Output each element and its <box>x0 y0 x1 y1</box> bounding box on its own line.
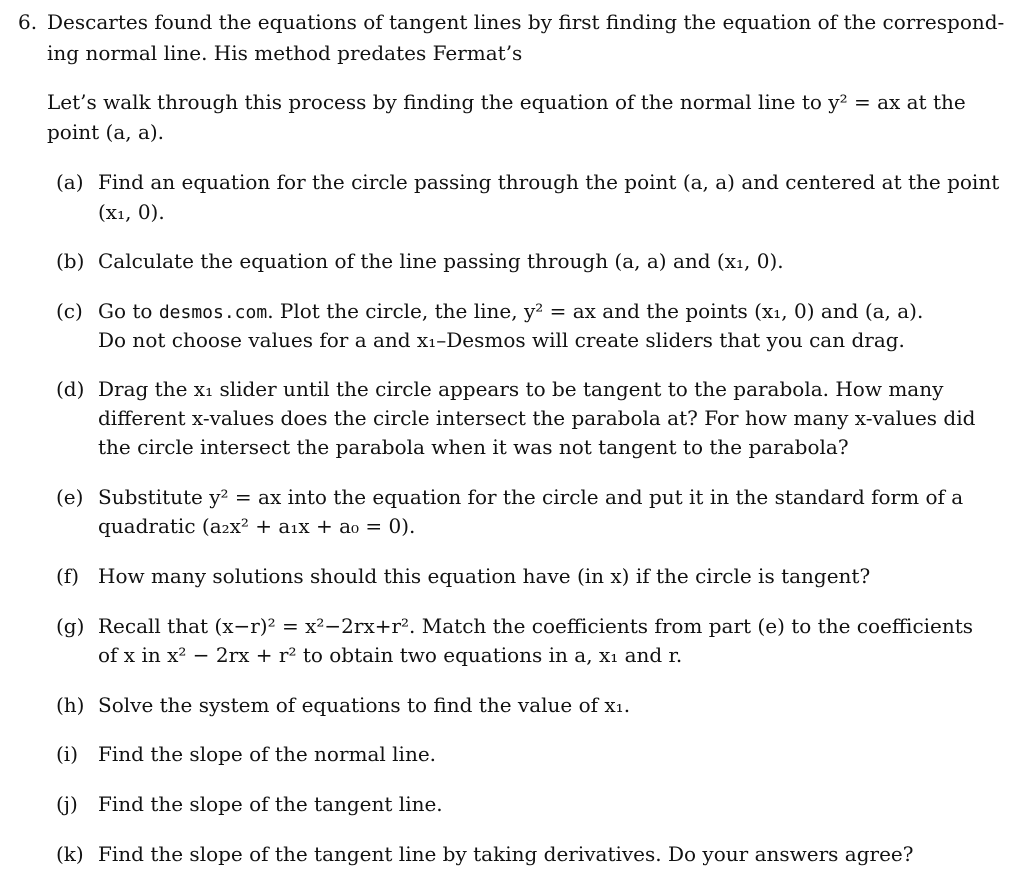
part-j-label: (j) <box>56 792 78 816</box>
part-c-text-c: . Plot the circle, the line, y² = ax and the points (x₁, 0) and (a, a). <box>267 299 924 323</box>
part-f-line-1: How many solutions should this equation have (in x) if the circle is tangent? <box>98 564 871 588</box>
desmos-link[interactable]: desmos.com <box>158 302 268 323</box>
part-g-line-1: Recall that (x−r)² = x²−2rx+r². Match the coefficients from part (e) to the coefficients <box>98 614 974 638</box>
part-d-label: (d) <box>56 377 85 401</box>
part-b-line-1: Calculate the equation of the line passing through (a, a) and (x₁, 0). <box>98 249 784 273</box>
part-e-line-2: quadratic (a₂x² + a₁x + a₀ = 0). <box>98 514 416 538</box>
part-a-line-2: (x₁, 0). <box>98 200 165 224</box>
part-e-label: (e) <box>56 485 84 509</box>
part-c-line-2: Do not choose values for a and x₁–Desmos will create sliders that you can drag. <box>98 328 905 352</box>
part-i-line-1: Find the slope of the normal line. <box>98 742 437 766</box>
part-h-line-1: Solve the system of equations to find the value of x₁. <box>98 693 631 717</box>
walk-line-2: point (a, a). <box>47 120 165 144</box>
part-d-line-1: Drag the x₁ slider until the circle appears to be tangent to the parabola. How many <box>98 377 944 401</box>
part-g-label: (g) <box>56 614 85 638</box>
intro-line-1: Descartes found the equations of tangent lines by first finding the equation of the correspond- <box>47 10 1005 34</box>
part-a-label: (a) <box>56 170 84 194</box>
part-f-label: (f) <box>56 564 80 588</box>
part-i-label: (i) <box>56 742 79 766</box>
part-e-line-1: Substitute y² = ax into the equation for the circle and put it in the standard form of a <box>98 485 964 509</box>
part-a-line-1: Find an equation for the circle passing through the point (a, a) and centered at the point <box>98 170 1000 194</box>
part-c-line-1 <box>98 299 923 325</box>
part-g-line-2: of x in x² − 2rx + r² to obtain two equations in a, x₁ and r. <box>98 643 683 667</box>
part-h-label: (h) <box>56 693 85 717</box>
part-b-label: (b) <box>56 249 85 273</box>
part-j-line-1: Find the slope of the tangent line. <box>98 792 443 816</box>
part-k-label: (k) <box>56 842 84 866</box>
problem-number: 6. <box>18 10 38 34</box>
walk-line-1: Let’s walk through this process by finding the equation of the normal line to y² = ax at the <box>47 90 966 114</box>
part-d-line-2: different x-values does the circle intersect the parabola at? For how many x-values did <box>98 406 976 430</box>
part-d-line-3: the circle intersect the parabola when it was not tangent to the parabola? <box>98 435 849 459</box>
intro-line-2: ing normal line. His method predates Fermat’s <box>47 41 523 65</box>
part-c-label: (c) <box>56 299 83 323</box>
part-c-text-a: Go to <box>98 299 159 323</box>
part-k-line-1: Find the slope of the tangent line by taking derivatives. Do your answers agree? <box>98 842 914 866</box>
